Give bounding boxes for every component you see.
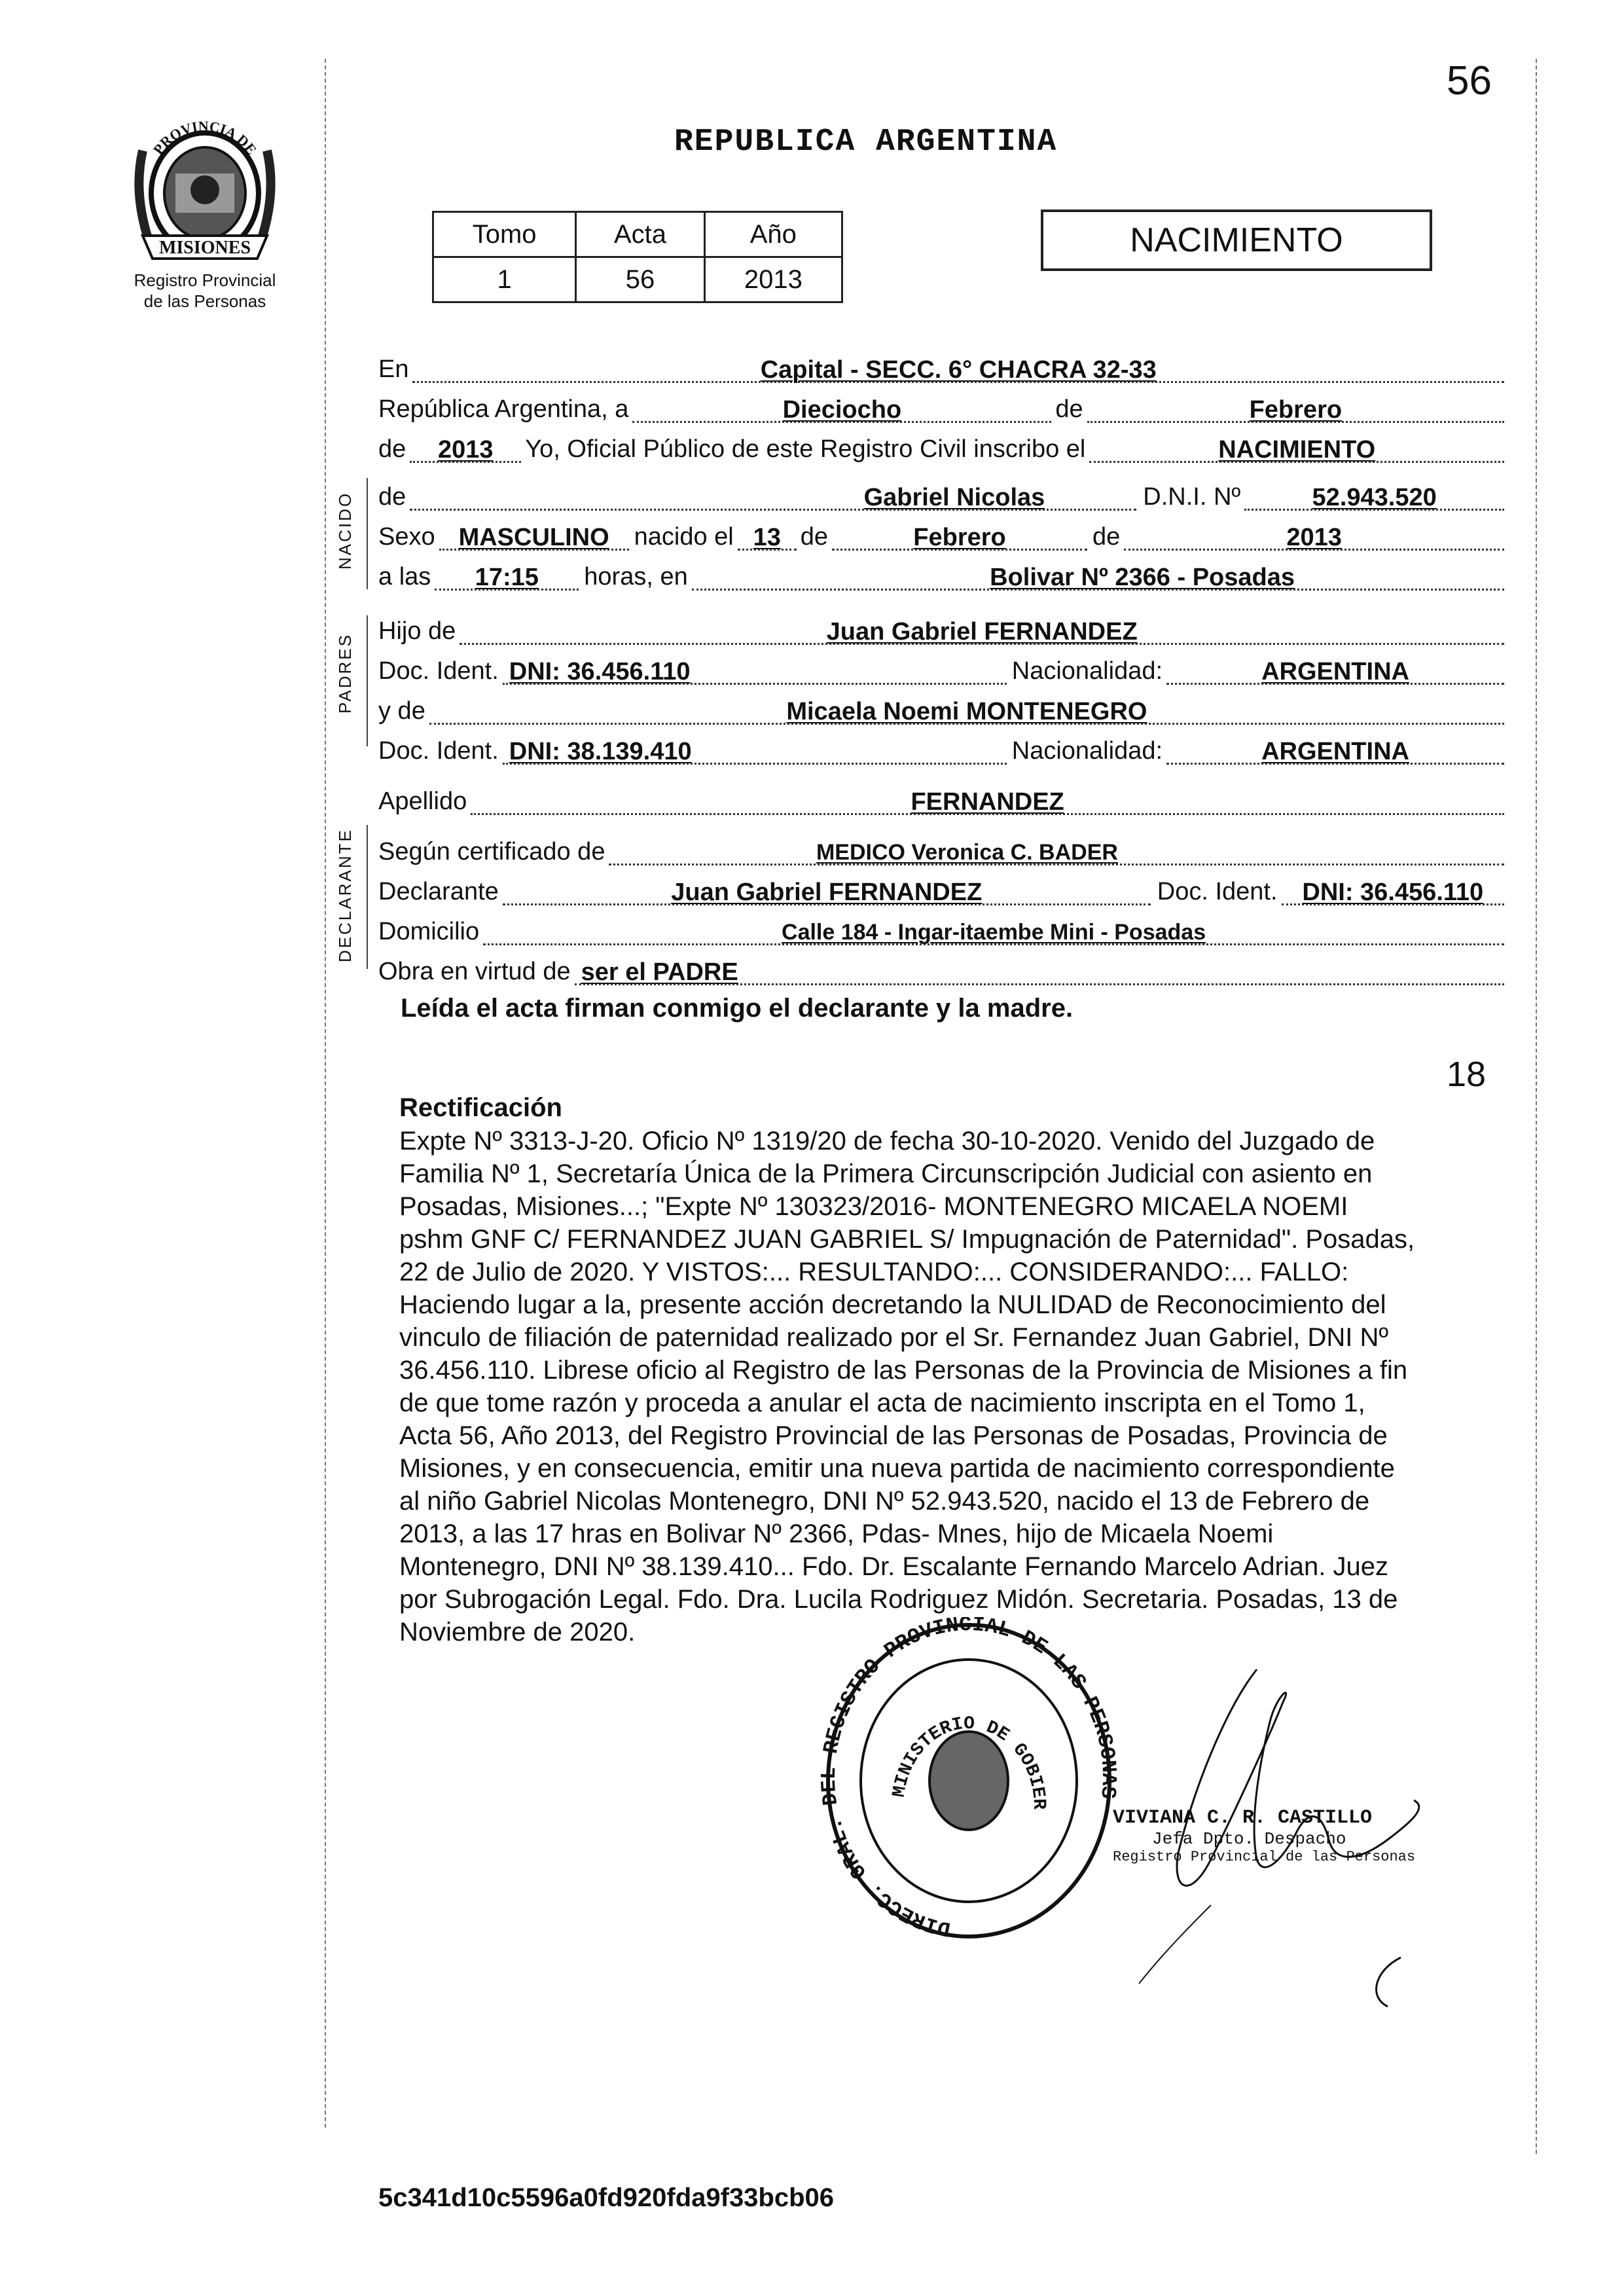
value-apellido: FERNANDEZ	[911, 788, 1064, 816]
fill-dni	[1244, 484, 1504, 511]
value-domicilio: Calle 184 - Ingar-itaembe Mini - Posadas	[782, 920, 1206, 945]
value-lugar-nacimiento: Bolivar Nº 2366 - Posadas	[990, 564, 1295, 591]
rectification-line: por Subrogación Legal. Fdo. Dra. Lucila Rodriguez Midón. Secretaria. Posadas, 13 de	[399, 1585, 1398, 1614]
document-hash: 5c341d10c5596a0fd920fda9f33bcb06	[378, 2183, 835, 2212]
label-dni: D.N.I. Nº	[1143, 483, 1241, 511]
rectification-line: de que tome razón y proceda a anular el acta de nacimiento inscripta en el Tomo 1,	[399, 1389, 1365, 1417]
section-label-nacido: NACIDO	[335, 491, 355, 570]
acta-header-row	[433, 212, 842, 257]
value-madre: Micaela Noemi MONTENEGRO	[786, 698, 1147, 725]
province-logo	[123, 111, 287, 268]
field-row-obra	[378, 953, 1504, 991]
rectification-line: vinculo de filiación de paternidad realizado por el Sr. Fernandez Juan Gabriel, DNI Nº	[399, 1323, 1388, 1352]
fill-mes-nac	[832, 524, 1087, 551]
field-row-declarante	[378, 873, 1504, 911]
field-row-nombre	[378, 478, 1504, 516]
label-certificado: Según certificado de	[378, 838, 605, 865]
rectification-line: 22 de Julio de 2020. Y VISTOS:... RESULTANDO:... CONSIDERANDO:... FALLO:	[399, 1258, 1349, 1286]
value-tipo-inscripcion: NACIMIENTO	[1218, 436, 1376, 464]
field-row-registro	[378, 430, 1504, 468]
label-domicilio: Domicilio	[378, 918, 480, 945]
field-row-apellido	[378, 782, 1504, 820]
value-nombre-nacido: Gabriel Nicolas	[863, 484, 1045, 511]
fill-doc-declarante	[1282, 879, 1504, 905]
rectification-number: 18	[1447, 1055, 1487, 1094]
label-doc-padre: Doc. Ident.	[378, 657, 499, 685]
label-de-anio-nac: de	[1092, 523, 1121, 551]
document-title: REPUBLICA ARGENTINA	[674, 124, 1058, 160]
rectification-line: pshm GNF C/ FERNANDEZ JUAN GABRIEL S/ Impugnación de Paternidad". Posadas,	[399, 1225, 1415, 1254]
rectification-line: 36.456.110. Librese oficio al Registro de las Personas de la Provincia de Misiones a fin	[399, 1356, 1408, 1385]
svg-text:DIRECC. GRAL. DEL REGISTRO PRO: DIRECC. GRAL. DEL REGISTRO PROVINCIAL DE LAS PERSONAS	[818, 1617, 1119, 1941]
label-nacionalidad-madre: Nacionalidad:	[1011, 737, 1163, 765]
fill-sexo	[439, 524, 629, 551]
label-de-mes-nac: de	[800, 523, 829, 551]
right-margin-line	[1536, 59, 1537, 2154]
field-row-en	[378, 350, 1504, 388]
field-row-padre-doc	[378, 652, 1504, 690]
acta-header-tomo: Tomo	[433, 212, 576, 257]
rectification-line: Montenegro, DNI Nº 38.139.410... Fdo. Dr. Escalante Fernando Marcelo Adrian. Juez	[399, 1552, 1388, 1581]
value-dni-nacido: 52.943.520	[1312, 484, 1437, 511]
acta-value-acta: 56	[576, 257, 704, 302]
rectification-line: Haciendo lugar a la, presente acción decretando la NULIDAD de Reconocimiento del	[399, 1290, 1386, 1319]
value-nacionalidad-madre: ARGENTINA	[1261, 738, 1409, 765]
fill-hora	[435, 564, 579, 591]
fill-nombre	[410, 484, 1136, 511]
label-de-nombre: de	[378, 483, 406, 511]
fill-en	[412, 356, 1504, 383]
field-row-certificado	[378, 833, 1504, 871]
fill-declarante	[503, 879, 1151, 905]
label-nacido-el: nacido el	[634, 523, 734, 551]
field-row-hora	[378, 558, 1504, 596]
label-doc-declarante: Doc. Ident.	[1157, 878, 1278, 905]
label-a-las: a las	[378, 563, 431, 591]
acta-value-row	[433, 257, 842, 302]
value-anio-registro: 2013	[438, 436, 494, 464]
field-row-sexo	[378, 518, 1504, 556]
fill-domicilio	[483, 919, 1504, 945]
fill-dia	[632, 396, 1051, 423]
field-row-fecha	[378, 390, 1504, 428]
value-obra: ser el PADRE	[581, 958, 738, 986]
value-dia: Dieciocho	[782, 396, 902, 424]
fill-nac-padre	[1166, 658, 1504, 685]
label-oficial: Yo, Oficial Público de este Registro Civil inscribo el	[525, 435, 1086, 463]
value-dia-nacimiento: 13	[753, 524, 781, 551]
value-mes: Febrero	[1249, 396, 1343, 424]
svg-text:MISIONES: MISIONES	[158, 238, 251, 258]
value-hora: 17:15	[475, 564, 539, 591]
label-republica: República Argentina, a	[378, 395, 629, 423]
value-doc-declarante: DNI: 36.456.110	[1302, 879, 1484, 906]
value-nacionalidad-padre: ARGENTINA	[1261, 658, 1409, 685]
value-padre: Juan Gabriel FERNANDEZ	[826, 618, 1138, 646]
label-declarante: Declarante	[378, 878, 499, 905]
label-y-de: y de	[378, 697, 425, 725]
value-doc-madre: DNI: 38.139.410	[509, 738, 692, 765]
padres-bracket	[367, 615, 368, 746]
label-nacionalidad-padre: Nacionalidad:	[1011, 657, 1163, 685]
signer-name: VIVIANA C. R. CASTILLO	[1113, 1807, 1373, 1829]
rectification-line: Misiones, y en consecuencia, emitir una nueva partida de nacimiento correspondiente	[399, 1454, 1395, 1483]
value-lugar-registro: Capital - SECC. 6° CHACRA 32-33	[760, 356, 1157, 384]
label-doc-madre: Doc. Ident.	[378, 737, 499, 765]
field-row-madre-doc	[378, 732, 1504, 770]
value-mes-nacimiento: Febrero	[913, 524, 1006, 551]
logo-caption-line2: de las Personas	[143, 291, 266, 311]
rectification-line: Posadas, Misiones...; "Expte Nº 130323/2016- MONTENEGRO MICAELA NOEMI	[399, 1192, 1348, 1221]
signer-org: Registro Provincial de las Personas	[1113, 1849, 1416, 1865]
rectification-title: Rectificación	[399, 1093, 562, 1122]
record-type-box: NACIMIENTO	[1041, 209, 1432, 271]
value-doc-padre: DNI: 36.456.110	[509, 658, 691, 685]
nacido-bracket	[367, 478, 368, 589]
rectification-line: Expte Nº 3313-J-20. Oficio Nº 1319/20 de fecha 30-10-2020. Venido del Juzgado de	[399, 1127, 1375, 1155]
logo-caption-line1: Registro Provincial	[134, 270, 276, 290]
rectification-body	[399, 1125, 1523, 1648]
acta-value-anio: 2013	[704, 257, 842, 302]
fill-lugar-nac	[692, 564, 1504, 591]
fill-doc-madre	[503, 738, 1007, 765]
rectification-line: Acta 56, Año 2013, del Registro Provincial de las Personas de Posadas, Provincia de	[399, 1421, 1388, 1450]
acta-value-tomo: 1	[433, 257, 576, 302]
value-anio-nacimiento: 2013	[1286, 524, 1342, 551]
label-en: En	[378, 355, 409, 383]
label-hijo-de: Hijo de	[378, 617, 456, 645]
svg-text:MINISTERIO DE GOBIERNO: MINISTERIO DE GOBIER	[889, 1713, 1049, 1810]
acta-table	[432, 211, 843, 303]
acta-header-acta: Acta	[576, 212, 704, 257]
fill-certificado	[609, 839, 1504, 865]
label-sexo: Sexo	[378, 523, 435, 551]
value-declarante: Juan Gabriel FERNANDEZ	[671, 879, 983, 906]
left-margin-line	[325, 59, 326, 2128]
fill-padre	[460, 618, 1504, 645]
signer-role: Jefa Dpto. Despacho	[1152, 1829, 1346, 1849]
rectification-line: al niño Gabriel Nicolas Montenegro, DNI Nº 52.943.520, nacido el 13 de Febrero de	[399, 1487, 1370, 1516]
fill-apellido	[471, 788, 1504, 815]
closing-statement: Leída el acta firman conmigo el declarante y la madre.	[401, 994, 1074, 1023]
field-row-padre	[378, 612, 1504, 650]
rectification-line: 2013, a las 17 hras en Bolivar Nº 2366, Pdas- Mnes, hijo de Micaela Noemi	[399, 1519, 1274, 1548]
fill-anio	[410, 436, 521, 463]
value-sexo: MASCULINO	[458, 524, 609, 551]
label-de-anio: de	[378, 435, 406, 463]
rectification-line: Noviembre de 2020.	[399, 1618, 636, 1646]
rectification-line: Familia Nº 1, Secretaría Única de la Primera Circunscripción Judicial con asiento en	[399, 1159, 1373, 1188]
fill-anio-nac	[1124, 524, 1504, 551]
value-certificado: MEDICO Veronica C. BADER	[816, 840, 1118, 865]
acta-header-anio: Año	[704, 212, 842, 257]
signature-block	[1113, 1807, 1440, 1865]
section-label-padres: PADRES	[335, 633, 355, 714]
fill-obra	[575, 958, 1504, 985]
declarante-bracket	[367, 825, 368, 969]
fill-dia-nac	[738, 524, 797, 551]
svg-text:PROVINCIA DE: PROVINCIA DE	[149, 117, 261, 158]
label-de-mes: de	[1055, 395, 1083, 423]
fill-madre	[429, 698, 1504, 725]
field-row-madre	[378, 692, 1504, 730]
fill-mes	[1087, 396, 1504, 423]
fill-doc-padre	[503, 658, 1007, 685]
section-label-declarante: DECLARANTE	[335, 828, 355, 962]
logo-caption	[110, 270, 300, 312]
page-number: 56	[1447, 58, 1492, 103]
fill-tipo	[1089, 436, 1504, 463]
label-apellido: Apellido	[378, 788, 467, 815]
label-horas-en: horas, en	[584, 563, 688, 591]
field-row-domicilio	[378, 913, 1504, 951]
fill-nac-madre	[1166, 738, 1504, 765]
label-obra: Obra en virtud de	[378, 958, 571, 985]
